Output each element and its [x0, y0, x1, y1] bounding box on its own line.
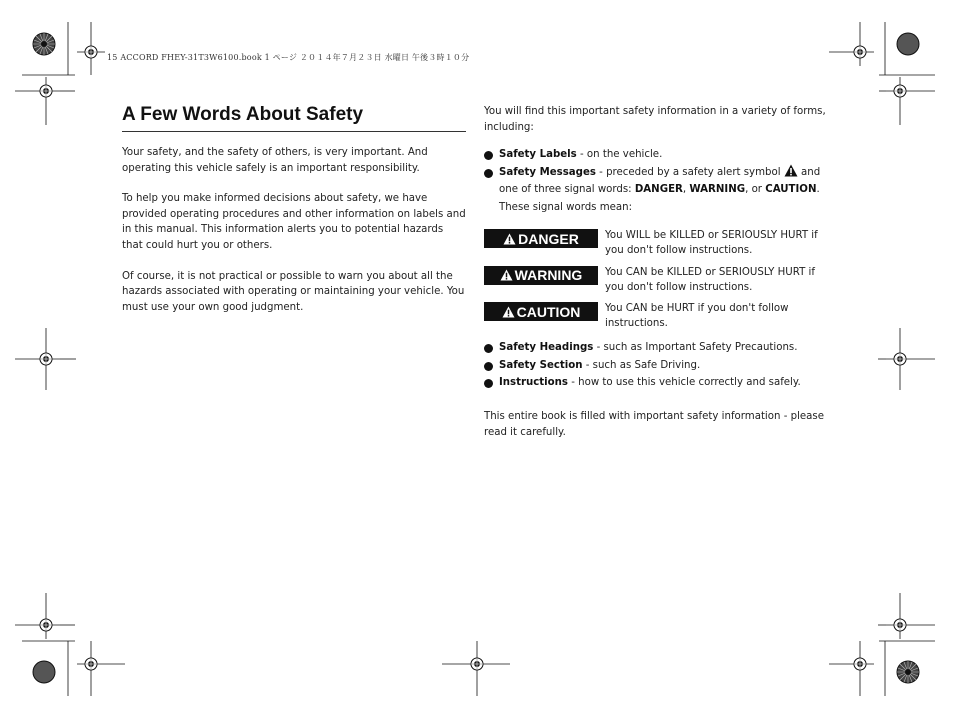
- bullet-dot-icon: [484, 379, 493, 388]
- signal-word: DANGER: [634, 184, 683, 196]
- color-swatch-icon: [897, 661, 919, 683]
- list-item-label: Safety Section: [499, 359, 583, 371]
- info-paragraph: To help you make informed decisions about safety, we have provided operating procedures and other information on labels and in this manual. This information alerts you to potential hazards that could hurt you or others.: [122, 193, 466, 251]
- list-item: [484, 146, 830, 164]
- list-item-text: - preceded by a safety alert symbol: [595, 166, 784, 178]
- registration-mark-icon: [463, 650, 491, 678]
- bullet-dot-icon: [484, 362, 493, 371]
- list-item-text: - such as Safe Driving.: [582, 359, 701, 371]
- signal-word: CAUTION: [765, 184, 817, 196]
- badge-label: CAUTION: [516, 303, 581, 320]
- bullet-dot-icon: [484, 344, 493, 353]
- warning-triangle-icon: [502, 306, 515, 318]
- registration-mark-icon: [846, 38, 874, 66]
- list-item-text: . These signal words mean:: [499, 184, 820, 213]
- forms-intro: You will find this important safety information in a variety of forms, including:: [484, 106, 826, 133]
- registration-mark-icon: [32, 77, 60, 105]
- intro-paragraph: Your safety, and the safety of others, is very important. And operating this vehicle safely is an important responsibility.: [122, 147, 428, 174]
- signal-word-table: [484, 228, 830, 331]
- caution-badge: [484, 302, 598, 321]
- list-item-label: Safety Labels: [499, 149, 577, 161]
- color-swatch-icon: [33, 33, 55, 55]
- signal-word: WARNING: [689, 184, 746, 196]
- warning-badge: [484, 266, 598, 285]
- bullet-dot-icon: [484, 169, 493, 178]
- list-item: [484, 339, 830, 357]
- registration-mark-icon: [886, 77, 914, 105]
- registration-mark-icon: [32, 611, 60, 639]
- signal-row-danger: [484, 228, 830, 258]
- bullet-list-top: [484, 146, 830, 216]
- danger-badge: [484, 229, 598, 248]
- list-item-text: - how to use this vehicle correctly and safely.: [567, 377, 801, 389]
- list-item: [484, 357, 830, 375]
- registration-mark-icon: [886, 345, 914, 373]
- registration-mark-icon: [886, 611, 914, 639]
- signal-row-warning: [484, 265, 830, 295]
- badge-label: WARNING: [514, 267, 583, 284]
- signal-row-caution: [484, 301, 830, 331]
- signal-description: You CAN be HURT if you don't follow instructions.: [605, 303, 789, 330]
- list-item-label: Safety Headings: [499, 342, 594, 354]
- badge-label: DANGER: [518, 230, 579, 247]
- list-item-text: - such as Important Safety Precautions.: [593, 342, 798, 354]
- separator: ,: [682, 184, 690, 196]
- warning-triangle-icon: [503, 233, 516, 245]
- signal-description: You WILL be KILLED or SERIOUSLY HURT if you don't follow instructions.: [605, 230, 818, 257]
- list-item: [484, 374, 830, 392]
- list-item-text: - on the vehicle.: [576, 149, 663, 161]
- separator: , or: [745, 184, 766, 196]
- list-item: [484, 164, 830, 217]
- page-title: A Few Words About Safety: [122, 104, 466, 132]
- left-column: [122, 104, 466, 315]
- registration-mark-icon: [846, 650, 874, 678]
- right-column: [484, 104, 830, 440]
- print-header: 15 ACCORD FHEY-31T3W6100.book 1 ページ ２０１４年７月２３日 水曜日 午後３時１０分: [107, 53, 470, 62]
- judgment-paragraph: Of course, it is not practical or possible to warn you about all the hazards associated with operating or maintaining your vehicle. You must use your own good judgment.: [122, 270, 465, 313]
- bullet-dot-icon: [484, 151, 493, 160]
- list-item-label: Safety Messages: [499, 166, 596, 178]
- warning-triangle-icon: [500, 269, 513, 281]
- registration-mark-icon: [77, 38, 105, 66]
- bullet-list-bottom: [484, 339, 830, 392]
- warning-triangle-icon: [784, 164, 798, 177]
- signal-description: You CAN be KILLED or SERIOUSLY HURT if you don't follow instructions.: [605, 266, 815, 293]
- color-swatch-icon: [33, 661, 55, 683]
- list-item-text: and one of three signal words:: [499, 166, 821, 196]
- closing-paragraph: This entire book is filled with important safety information - please read it carefully.: [484, 410, 824, 438]
- registration-mark-icon: [77, 650, 105, 678]
- list-item-label: Instructions: [499, 377, 568, 389]
- color-swatch-icon: [897, 33, 919, 55]
- registration-mark-icon: [32, 345, 60, 373]
